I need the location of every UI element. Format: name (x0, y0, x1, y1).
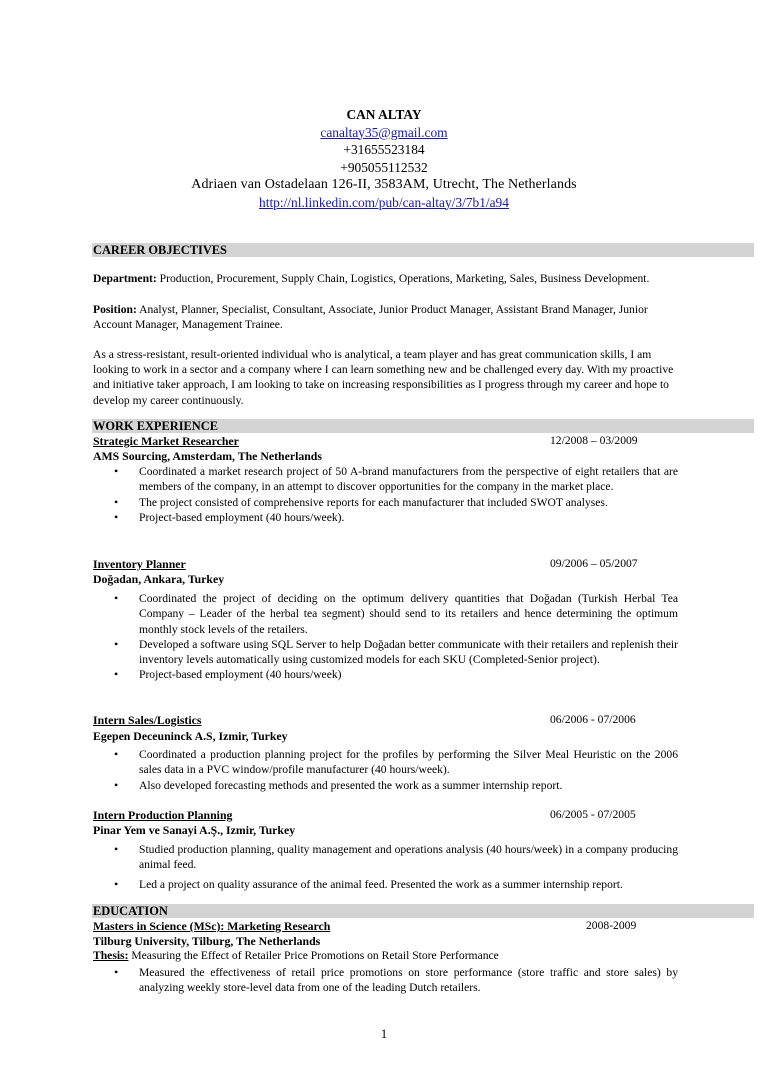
job-title: Strategic Market Researcher (93, 434, 239, 448)
position-label: Position: (93, 303, 137, 316)
section-title-career: CAREER OBJECTIVES (93, 243, 227, 257)
job-bullets (112, 747, 678, 793)
list-item: • Coordinated a market research project of 50 A-brand manufacturers from the perspective of eight retailers that are members of the company, in an attempt to discover opportunities for the company in the market place. (114, 464, 678, 494)
section-title-work: WORK EXPERIENCE (93, 419, 218, 433)
candidate-name: CAN ALTAY (346, 107, 422, 122)
education-bullets (112, 965, 678, 996)
email-link[interactable]: canaltay35@gmail.com (320, 124, 448, 140)
thesis-line (93, 949, 499, 963)
bullet-icon: • (114, 965, 119, 979)
bullet-icon: • (114, 464, 119, 478)
contact-header (0, 106, 768, 211)
section-title-education: EDUCATION (93, 904, 168, 918)
job-title: Intern Production Planning (93, 808, 233, 822)
department-label: Department: (93, 272, 157, 285)
job-company: Doğadan, Ankara, Turkey (93, 572, 225, 586)
degree-dates: 2008-2009 (586, 919, 637, 932)
job-company: AMS Sourcing, Amsterdam, The Netherlands (93, 449, 322, 463)
bullet-icon: • (114, 747, 119, 761)
thesis-text: Measuring the Effect of Retailer Price Promotions on Retail Store Performance (131, 949, 499, 962)
list-item: • Measured the effectiveness of retail price promotions on store performance (store traffic and store sales) by analyzing weekly store-level data from one of the leading Dutch retailers. (114, 965, 678, 995)
list-item: • Developed a software using SQL Server to help Doğadan better communicate with their retailers and replenish their inventory levels automatically using customized models for each SKU (Completed-Senior project). (114, 636, 678, 667)
list-item: • Also developed forecasting methods and presented the work as a summer internship report. (114, 777, 563, 792)
bullet-icon: • (114, 591, 119, 605)
job-company: Egepen Deceuninck A.S, Izmir, Turkey (93, 729, 288, 743)
address: Adriaen van Ostadelaan 126-II, 3583AM, Utrecht, The Netherlands (191, 177, 577, 192)
job-dates: 09/2006 – 05/2007 (550, 557, 638, 570)
job-bullets (112, 464, 678, 525)
list-item: • Project-based employment (40 hours/week) (114, 667, 342, 682)
bullet-icon: • (114, 876, 119, 891)
job-bullets (112, 842, 678, 892)
list-item: • Coordinated the project of deciding on the optimum delivery quantities that Doğadan (Turkish Herbal Tea Company – Leader of the herbal tea segment) should send to its retailers and hence determining the optimum monthly stock levels of the retailers. (114, 591, 678, 636)
position-text: Analyst, Planner, Specialist, Consultant, Associate, Junior Product Manager, Assistant Brand Manager, Junior Account Manager, Management Trainee. (93, 303, 648, 332)
linkedin-link[interactable]: http://nl.linkedin.com/pub/can-altay/3/7b1/a94 (259, 194, 509, 210)
job-company: Pinar Yem ve Sanayi A.Ş., Izmir, Turkey (93, 823, 296, 837)
job-title: Inventory Planner (93, 557, 186, 571)
school-name: Tilburg University, Tilburg, The Netherlands (93, 934, 321, 948)
thesis-label: Thesis: (93, 949, 129, 962)
bullet-icon: • (114, 667, 119, 682)
bullet-icon: • (114, 777, 119, 792)
phone-tr: +905055112532 (340, 159, 428, 175)
section-bar-education (92, 904, 754, 918)
job-bullets (112, 591, 678, 683)
career-summary: As a stress-resistant, result-oriented individual who is analytical, a team player and has great communication skills, I am looking to work in a sector and a company where I can learn something new and be challenged every day. With my proactive and initiative taker approach, I am looking to take on increasing responsibilities as I progress through my career and hope to develop my career continuously. (93, 348, 674, 407)
job-dates: 12/2008 – 03/2009 (550, 434, 638, 447)
page-number: 1 (380, 1027, 388, 1041)
degree-title: Masters in Science (MSc): Marketing Research (93, 919, 331, 933)
list-item: • Studied production planning, quality management and operations analysis (40 hours/week) in a company producing animal feed. (114, 842, 678, 872)
job-dates: 06/2005 - 07/2005 (550, 808, 636, 821)
bullet-icon: • (114, 509, 119, 524)
job-title: Intern Sales/Logistics (93, 713, 202, 727)
list-item: • Project-based employment (40 hours/week). (114, 509, 345, 524)
department-text: Production, Procurement, Supply Chain, Logistics, Operations, Marketing, Sales, Business Development. (159, 272, 650, 285)
list-item: • The project consisted of comprehensive reports for each manufacturer that included SWOT analyses. (114, 494, 608, 509)
list-item: • Coordinated a production planning project for the profiles by performing the Silver Meal Heuristic on the 2006 sales data in a PVC window/profile manufacturer (40 hours/week). (114, 747, 678, 777)
list-item: • Led a project on quality assurance of the animal feed. Presented the work as a summer internship report. (114, 876, 623, 891)
career-position (93, 302, 685, 332)
job-dates: 06/2006 - 07/2006 (550, 713, 636, 726)
bullet-icon: • (114, 842, 119, 856)
phone-nl: +31655523184 (343, 142, 425, 157)
bullet-icon: • (114, 494, 119, 509)
bullet-icon: • (114, 636, 119, 651)
career-department (93, 271, 685, 286)
